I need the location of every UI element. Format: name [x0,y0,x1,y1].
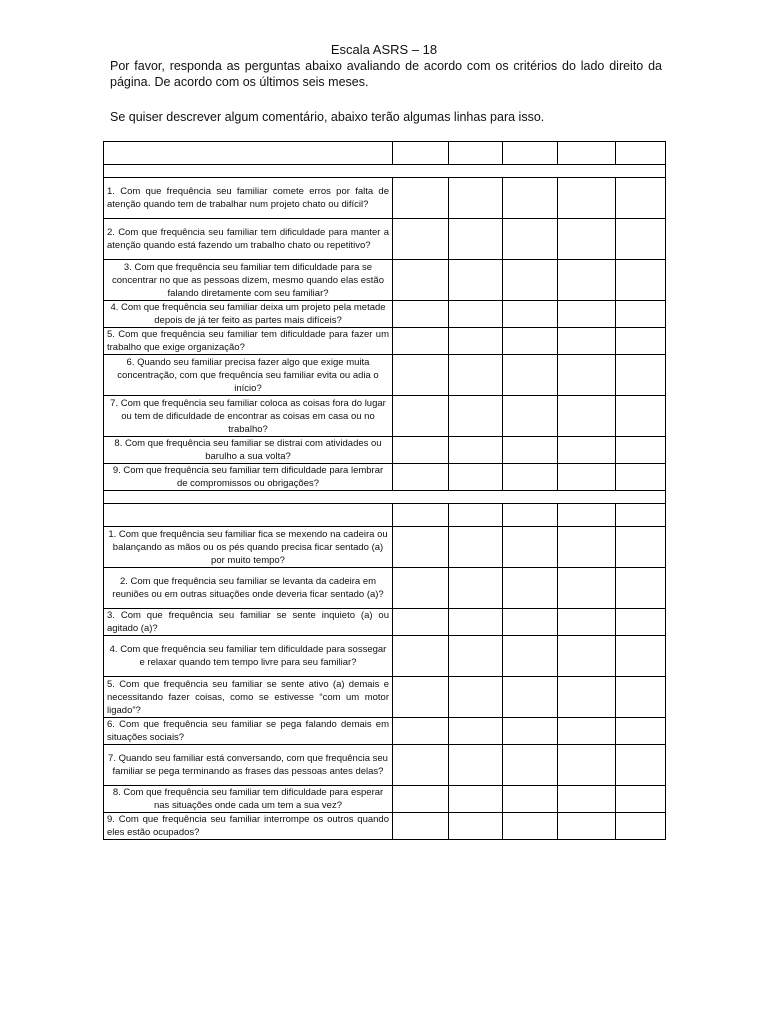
answer-cell[interactable] [503,504,558,527]
answer-cell[interactable] [558,568,616,609]
section-divider-row [104,491,666,504]
answer-cell[interactable] [558,328,616,355]
answer-cell[interactable] [449,142,503,165]
answer-cell[interactable] [503,677,558,718]
part-a-question-row [104,396,666,437]
answer-cell[interactable] [393,609,449,636]
answer-cell[interactable] [558,437,616,464]
answer-cell[interactable] [558,718,616,745]
answer-cell[interactable] [393,677,449,718]
answer-cell[interactable] [393,178,449,219]
answer-cell[interactable] [558,178,616,219]
answer-cell[interactable] [616,437,666,464]
header-question-cell [104,142,393,165]
answer-cell[interactable] [503,568,558,609]
answer-cell[interactable] [503,396,558,437]
answer-cell[interactable] [503,527,558,568]
answer-cell[interactable] [558,677,616,718]
answer-cell[interactable] [503,437,558,464]
answer-cell[interactable] [449,636,503,677]
question-text: 5. Com que frequência seu familiar tem dificuldade para fazer um trabalho que exige organização? [104,328,393,355]
page-title: Escala ASRS – 18 [330,42,438,57]
answer-cell[interactable] [558,396,616,437]
answer-cell[interactable] [503,464,558,491]
question-text: 2. Com que frequência seu familiar se levanta da cadeira em reuniões ou em outras situações onde deveria ficar sentado (a)? [104,568,393,609]
answer-cell[interactable] [616,527,666,568]
answer-cell[interactable] [616,260,666,301]
answer-cell[interactable] [393,396,449,437]
answer-cell[interactable] [503,260,558,301]
part-b-question-row [104,609,666,636]
answer-cell[interactable] [503,813,558,840]
answer-cell[interactable] [616,568,666,609]
answer-cell[interactable] [449,260,503,301]
answer-cell[interactable] [393,636,449,677]
answer-cell[interactable] [616,786,666,813]
answer-cell[interactable] [558,609,616,636]
answer-cell[interactable] [449,813,503,840]
question-text: 8. Com que frequência seu familiar tem dificuldade para esperar nas situações onde cada um tem a sua vez? [104,786,393,813]
question-text: 2. Com que frequência seu familiar tem dificuldade para manter a atenção quando está fazendo um trabalho chato ou repetitivo? [104,219,393,260]
part-a-question-row [104,355,666,396]
answer-cell[interactable] [616,813,666,840]
answer-cell[interactable] [393,328,449,355]
answer-cell[interactable] [558,142,616,165]
part-b-question-row [104,568,666,609]
section-divider [104,165,666,178]
answer-cell[interactable] [449,568,503,609]
answer-cell[interactable] [616,636,666,677]
answer-cell[interactable] [503,219,558,260]
part-a-question-row [104,219,666,260]
answer-cell[interactable] [503,301,558,328]
question-text: 9. Com que frequência seu familiar tem dificuldade para lembrar de compromissos ou obrigações? [104,464,393,491]
part-b-question-row [104,786,666,813]
answer-cell[interactable] [558,636,616,677]
answer-cell[interactable] [449,178,503,219]
part-b-question-row [104,718,666,745]
answer-cell[interactable] [616,718,666,745]
answer-cell[interactable] [503,745,558,786]
answer-cell[interactable] [393,142,449,165]
answer-cell[interactable] [503,786,558,813]
answer-cell[interactable] [616,609,666,636]
answer-cell[interactable] [558,355,616,396]
question-text: 3. Com que frequência seu familiar se sente inquieto (a) ou agitado (a)? [104,609,393,636]
answer-cell[interactable] [558,464,616,491]
answer-cell[interactable] [616,178,666,219]
part-b-question-row [104,813,666,840]
answer-cell[interactable] [616,677,666,718]
answer-cell[interactable] [616,328,666,355]
header-row [104,504,666,527]
answer-cell[interactable] [393,527,449,568]
part-a-question-row [104,464,666,491]
answer-cell[interactable] [449,504,503,527]
part-b-question-row [104,745,666,786]
answer-cell[interactable] [393,437,449,464]
question-text: 5. Com que frequência seu familiar se sente ativo (a) demais e necessitando fazer coisas, como se estivesse “com um motor ligado”? [104,677,393,718]
answer-cell[interactable] [393,813,449,840]
section-divider [104,491,666,504]
asrs-questionnaire-table [103,141,666,840]
answer-cell[interactable] [393,786,449,813]
answer-cell[interactable] [393,568,449,609]
answer-cell[interactable] [393,219,449,260]
question-text: 1. Com que frequência seu familiar fica se mexendo na cadeira ou balançando as mãos ou os pés quando precisa ficar sentado (a) por muito tempo? [104,527,393,568]
header-row [104,142,666,165]
answer-cell[interactable] [503,328,558,355]
answer-cell[interactable] [449,437,503,464]
question-text: 6. Com que frequência seu familiar se pega falando demais em situações sociais? [104,718,393,745]
answer-cell[interactable] [616,301,666,328]
question-text: 3. Com que frequência seu familiar tem dificuldade para se concentrar no que as pessoas dizem, mesmo quando elas estão falando diretamente com seu familiar? [104,260,393,301]
question-text: 6. Quando seu familiar precisa fazer algo que exige muita concentração, com que frequência seu familiar evita ou adia o início? [104,355,393,396]
answer-cell[interactable] [503,636,558,677]
answer-cell[interactable] [558,504,616,527]
part-a-question-row [104,178,666,219]
answer-cell[interactable] [558,301,616,328]
answer-cell[interactable] [393,355,449,396]
instructions-text: Por favor, responda as perguntas abaixo avaliando de acordo com os critérios do lado direito da página. De acordo com os últimos seis meses. [110,59,662,89]
question-text: 4. Com que frequência seu familiar tem dificuldade para sossegar e relaxar quando tem tempo livre para seu familiar? [104,636,393,677]
answer-cell[interactable] [449,786,503,813]
answer-cell[interactable] [558,786,616,813]
question-text: 1. Com que frequência seu familiar comete erros por falta de atenção quando tem de trabalhar num projeto chato ou difícil? [104,178,393,219]
answer-cell[interactable] [558,745,616,786]
answer-cell[interactable] [616,504,666,527]
answer-cell[interactable] [393,745,449,786]
answer-cell[interactable] [503,178,558,219]
answer-cell[interactable] [393,260,449,301]
answer-cell[interactable] [449,301,503,328]
answer-cell[interactable] [393,504,449,527]
answer-cell[interactable] [503,609,558,636]
comment-note: Se quiser descrever algum comentário, abaixo terão algumas linhas para isso. [110,110,545,124]
answer-cell[interactable] [616,396,666,437]
answer-cell[interactable] [449,527,503,568]
answer-cell[interactable] [393,301,449,328]
answer-cell[interactable] [503,355,558,396]
part-a-question-row [104,301,666,328]
answer-cell[interactable] [449,355,503,396]
answer-cell[interactable] [558,527,616,568]
answer-cell[interactable] [449,718,503,745]
answer-cell[interactable] [558,813,616,840]
section-divider-row [104,165,666,178]
answer-cell[interactable] [393,464,449,491]
answer-cell[interactable] [558,219,616,260]
answer-cell[interactable] [503,142,558,165]
question-text: 9. Com que frequência seu familiar interrompe os outros quando eles estão ocupados? [104,813,393,840]
header-question-cell [104,504,393,527]
answer-cell[interactable] [616,355,666,396]
answer-cell[interactable] [616,464,666,491]
part-a-question-row [104,437,666,464]
question-text: 8. Com que frequência seu familiar se distrai com atividades ou barulho a sua volta? [104,437,393,464]
question-text: 7. Quando seu familiar está conversando, com que frequência seu familiar se pega terminando as frases das pessoas antes delas? [104,745,393,786]
answer-cell[interactable] [449,745,503,786]
answer-cell[interactable] [449,396,503,437]
part-a-question-row [104,260,666,301]
answer-cell[interactable] [393,718,449,745]
answer-cell[interactable] [616,219,666,260]
answer-cell[interactable] [449,464,503,491]
answer-cell[interactable] [503,718,558,745]
part-a-question-row [104,328,666,355]
answer-cell[interactable] [449,677,503,718]
answer-cell[interactable] [616,142,666,165]
part-b-question-row [104,636,666,677]
answer-cell[interactable] [616,745,666,786]
answer-cell[interactable] [449,328,503,355]
part-b-question-row [104,527,666,568]
answer-cell[interactable] [449,609,503,636]
question-text: 4. Com que frequência seu familiar deixa um projeto pela metade depois de já ter feito as partes mais difíceis? [104,301,393,328]
answer-cell[interactable] [449,219,503,260]
answer-cell[interactable] [558,260,616,301]
part-b-question-row [104,677,666,718]
question-text: 7. Com que frequência seu familiar coloca as coisas fora do lugar ou tem de dificuldade de encontrar as coisas em casa ou no trabalho? [104,396,393,437]
